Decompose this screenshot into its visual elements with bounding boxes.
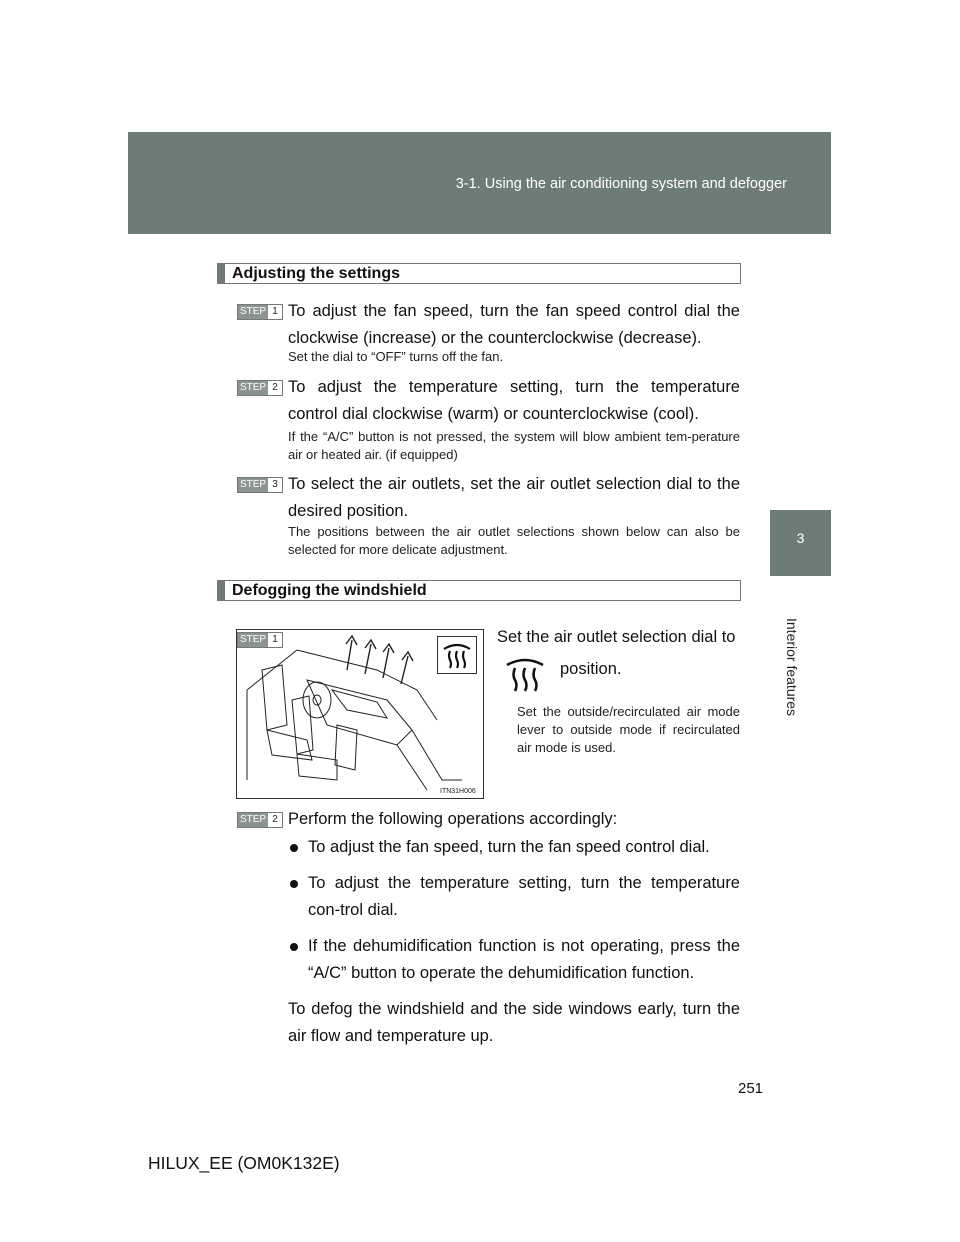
section-bar (218, 264, 225, 283)
list-item-text: If the dehumidification function is not operating, press the “A/C” button to operate the dehumidification function. (308, 937, 740, 982)
page-number: 251 (738, 1080, 764, 1097)
step-label: STEP (239, 814, 267, 825)
defog-step1-note: Set the outside/recirculated air mode lever to outside mode if recirculated air mode is used. (517, 704, 740, 755)
step-badge (237, 304, 283, 320)
step-note: Set the dial to “OFF” turns off the fan. (288, 349, 504, 364)
step-number: 2 (272, 814, 278, 825)
step-badge (237, 812, 283, 828)
closing-paragraph: To defog the windshield and the side windows early, turn the air flow and temperature up. (288, 1000, 740, 1045)
figure-code: ITN31H006 (440, 788, 476, 795)
defog-step2-text: Perform the following operations accordingly: (288, 810, 618, 828)
step-note: If the “A/C” button is not pressed, the system will blow ambient tem-perature air or heated air. (if equipped) (288, 429, 740, 462)
defroster-icon (502, 651, 548, 697)
footer-model-code: HILUX_EE (OM0K132E) (148, 1153, 340, 1173)
chapter-number: 3 (796, 530, 805, 546)
step-label: STEP (239, 479, 267, 490)
step-badge (237, 380, 283, 396)
chapter-label: Interior features (784, 618, 800, 717)
section-bar (218, 581, 225, 600)
step-text: To adjust the temperature setting, turn the temperature control dial clockwise (warm) or counterclockwise (cool). (288, 378, 740, 423)
airflow-arrow-icon (346, 636, 413, 684)
step-text: To select the air outlets, set the air outlet selection dial to the desired position. (288, 475, 740, 520)
step-badge (237, 477, 283, 493)
chapter-tab (770, 510, 831, 576)
step-label: STEP (239, 382, 267, 393)
step-note: The positions between the air outlet selections shown below can also be selected for more delicate adjustment. (288, 524, 740, 557)
list-item (290, 834, 740, 861)
step-label: STEP (239, 634, 267, 645)
list-item-text: To adjust the fan speed, turn the fan speed control dial. (308, 838, 710, 856)
section-title: Adjusting the settings (232, 265, 400, 282)
step-number: 1 (272, 306, 278, 317)
step-number: 1 (272, 634, 278, 645)
step-label: STEP (239, 306, 267, 317)
bullet-dot (290, 880, 298, 888)
step-number: 2 (272, 382, 278, 393)
list-item-text: To adjust the temperature setting, turn the temperature con-trol dial. (308, 874, 740, 919)
defog-step1-text: Set the air outlet selection dial to (497, 628, 736, 646)
list-item (290, 870, 740, 924)
step-text: To adjust the fan speed, turn the fan speed control dial the clockwise (increase) or the counterclockwise (decrease). (288, 302, 740, 347)
header-title: 3-1. Using the air conditioning system and defogger (455, 176, 787, 192)
bullet-dot (290, 943, 298, 951)
section-heading-adjusting (217, 263, 741, 284)
defroster-icon (437, 636, 477, 674)
section-heading-defogging (217, 580, 741, 601)
section-title: Defogging the windshield (232, 582, 427, 599)
bullet-dot (290, 844, 298, 852)
page-header (128, 132, 831, 234)
step-badge (237, 632, 283, 648)
defog-step1-text2: position. (560, 660, 622, 678)
step-number: 3 (272, 479, 278, 490)
list-item (290, 933, 740, 987)
